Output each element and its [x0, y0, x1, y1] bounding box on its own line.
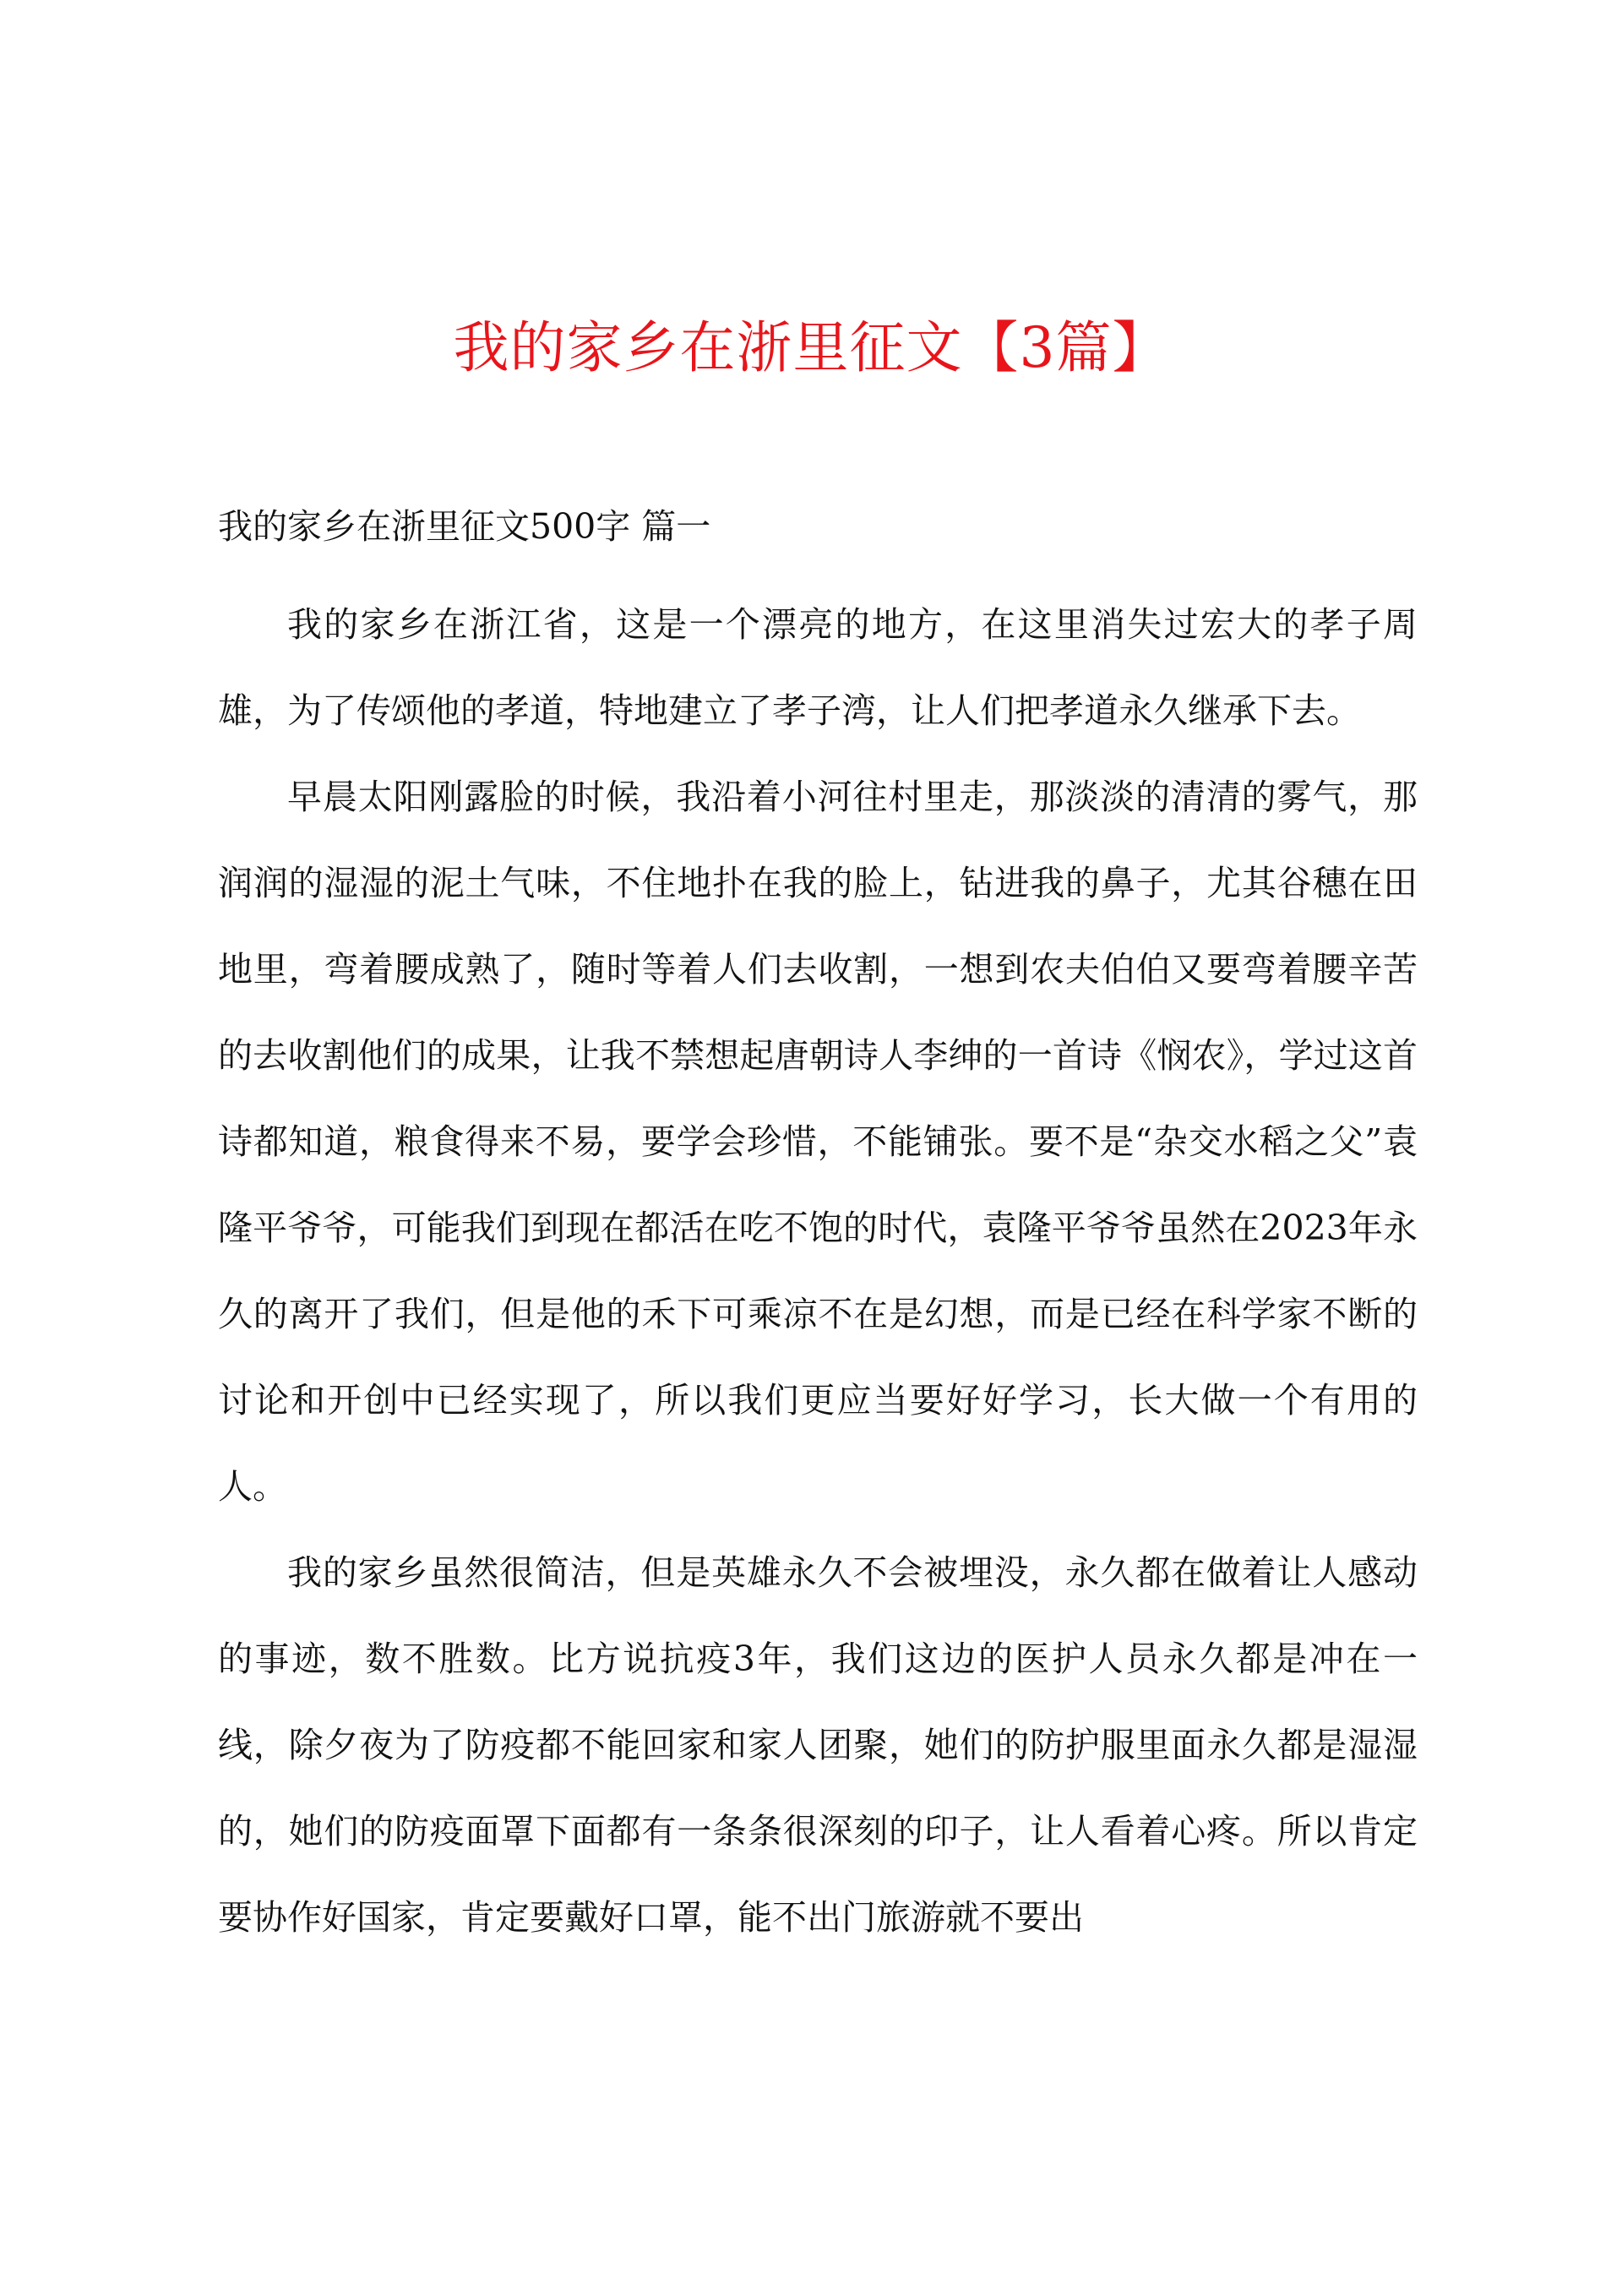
paragraph-1: 我的家乡在浙江省，这是一个漂亮的地方，在这里消失过宏大的孝子周雄，为了传颂他的孝道，特地建立了孝子湾，让人们把孝道永久继承下去。 — [218, 604, 1418, 731]
section-subtitle: 我的家乡在浙里征文500字 篇一 — [218, 506, 711, 547]
document-title: 我的家乡在浙里征文【3篇】 — [453, 315, 1169, 380]
document-body — [218, 483, 1418, 1961]
paragraph-3: 我的家乡虽然很简洁，但是英雄永久不会被埋没，永久都在做着让人感动的事迹，数不胜数。比方说抗疫3年，我们这边的医护人员永久都是冲在一线，除夕夜为了防疫都不能回家和家人团聚，她们的防护服里面永久都是湿湿的，她们的防疫面罩下面都有一条条很深刻的印子，让人看着心疼。所以肯定要协作好国家，肯定要戴好口罩，能不出门旅游就不要出 — [218, 1552, 1418, 1938]
paragraph-2: 早晨太阳刚露脸的时候，我沿着小河往村里走，那淡淡的清清的雾气，那润润的湿湿的泥土气味，不住地扑在我的脸上，钻进我的鼻子，尤其谷穗在田地里，弯着腰成熟了，随时等着人们去收割，一想到农夫伯伯又要弯着腰辛苦的去收割他们的成果，让我不禁想起唐朝诗人李绅的一首诗《悯农》，学过这首诗都知道，粮食得来不易，要学会珍惜，不能铺张。要不是“杂交水稻之父”袁隆平爷爷，可能我们到现在都活在吃不饱的时代，袁隆平爷爷虽然在2023年永久的离开了我们，但是他的禾下可乘凉不在是幻想，而是已经在科学家不断的讨论和开创中已经实现了，所以我们更应当要好好学习，长大做一个有用的人。 — [218, 777, 1418, 1507]
